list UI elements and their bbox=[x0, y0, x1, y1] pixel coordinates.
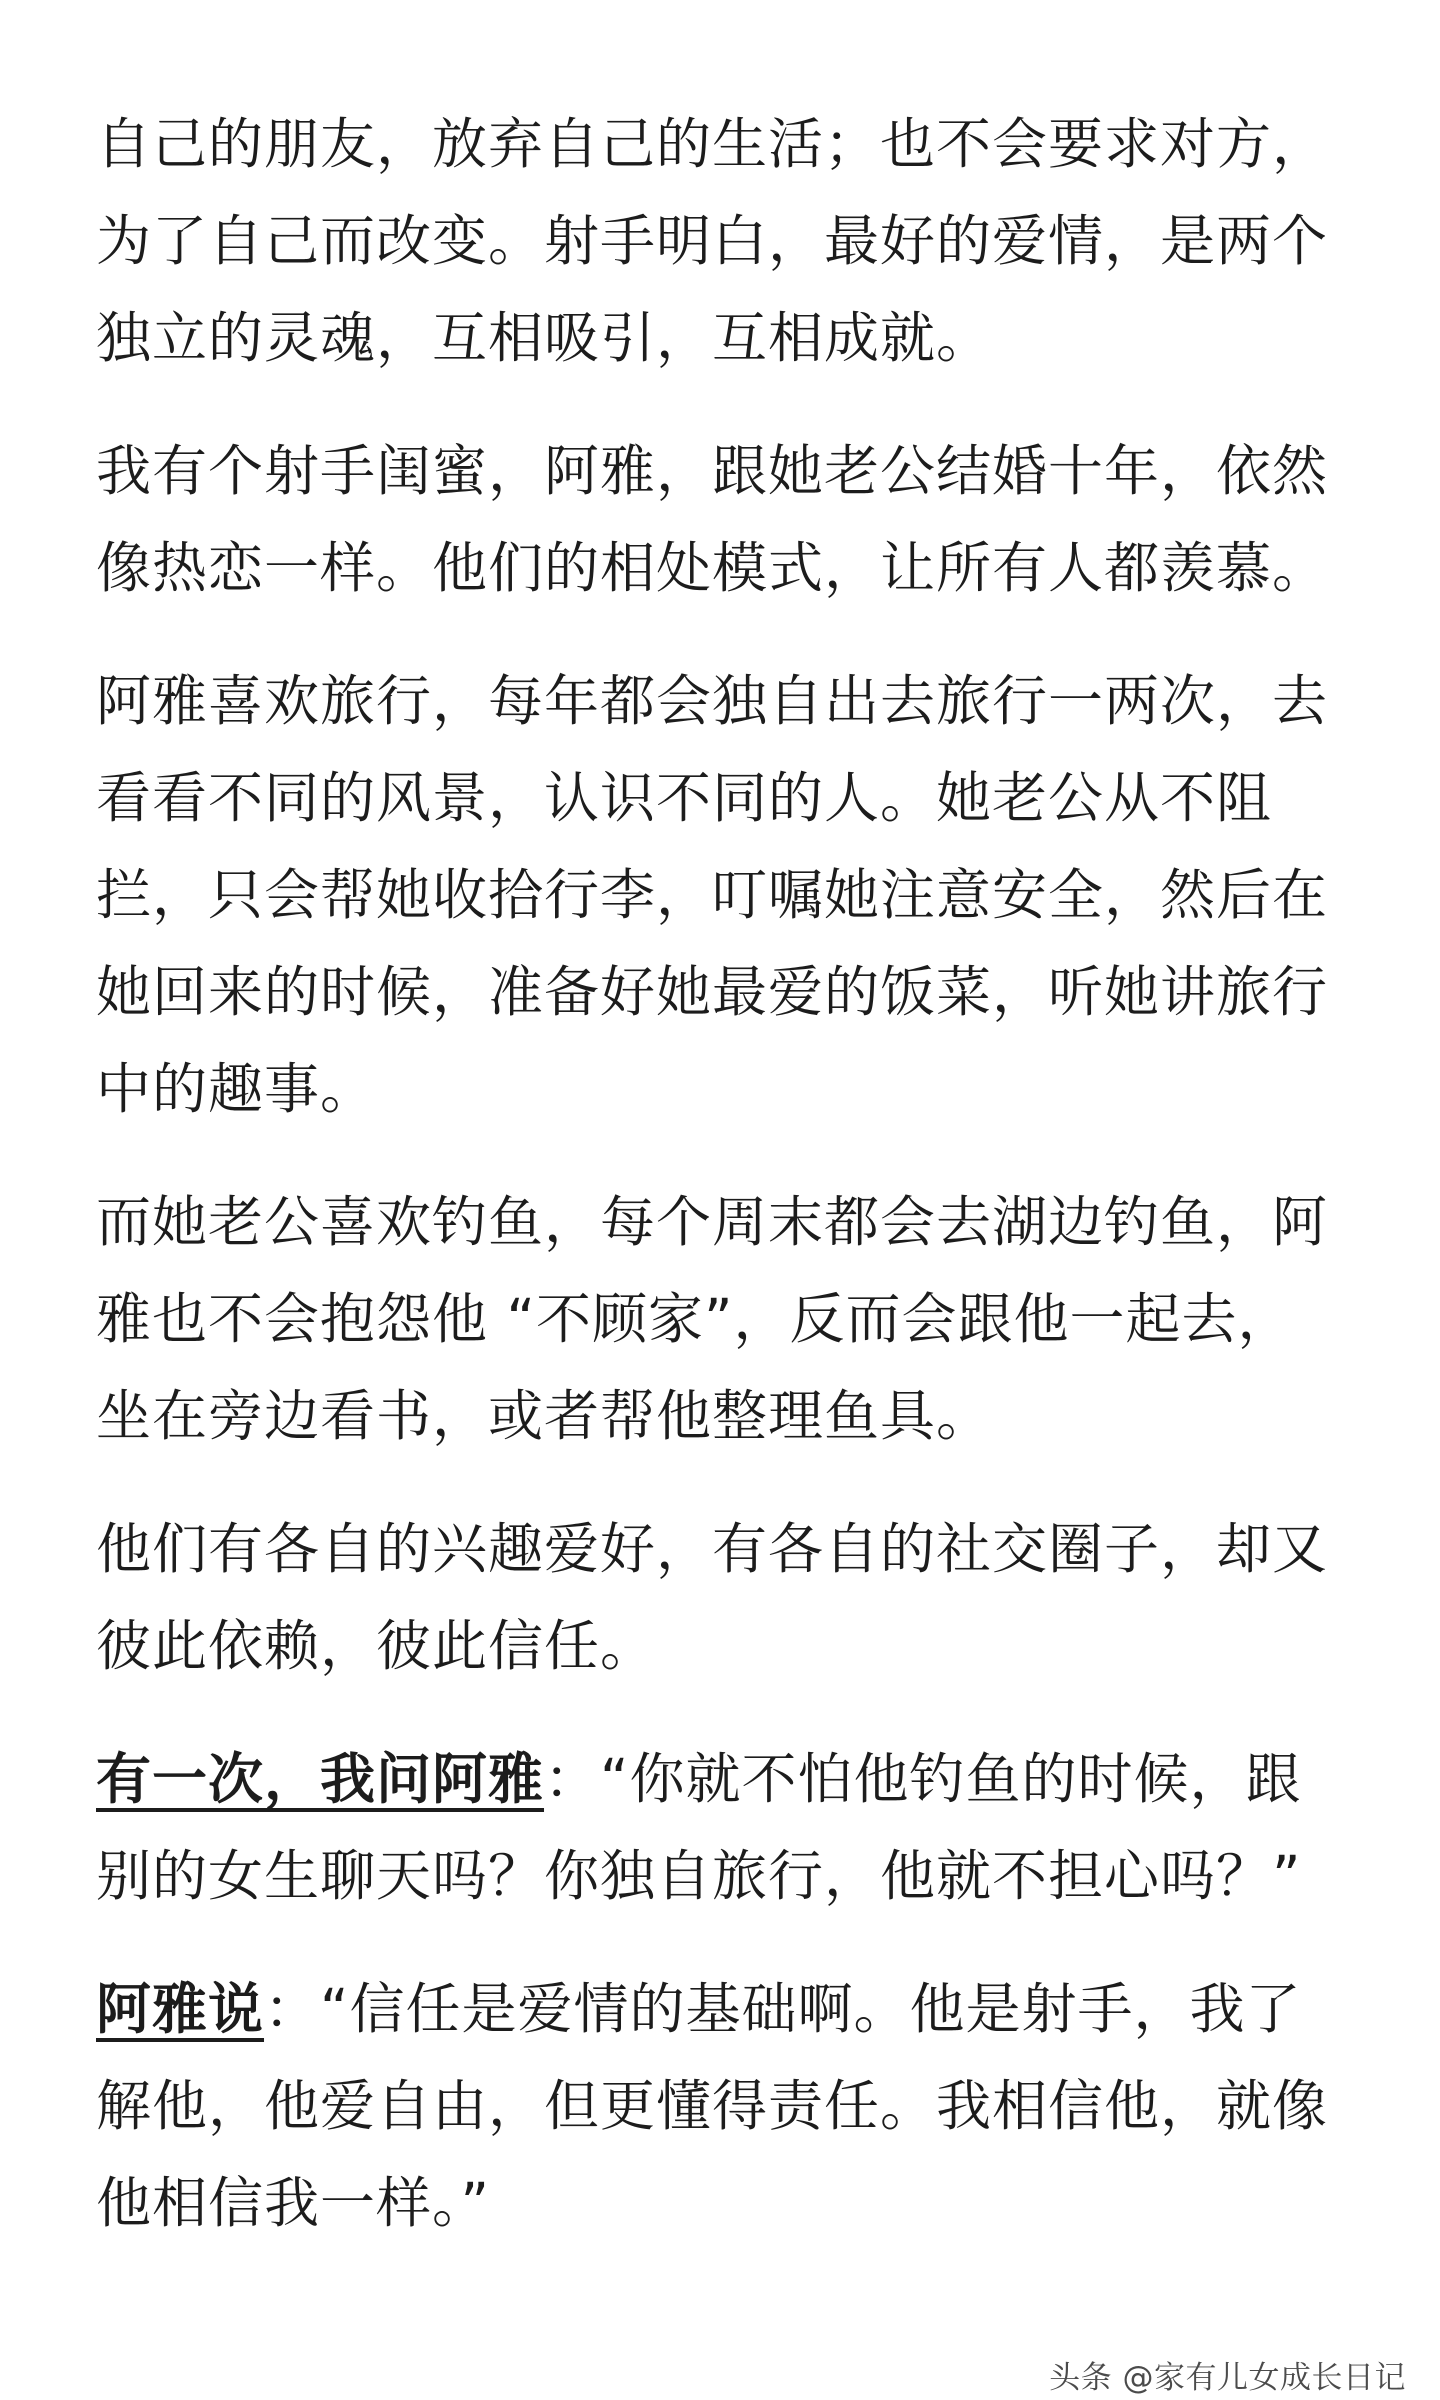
paragraph-text: 我有个射手闺蜜，阿雅，跟她老公结婚十年，依然像热恋一样。他们的相处模式，让所有人都羡慕。 bbox=[96, 439, 1329, 600]
paragraph-text: 而她老公喜欢钓鱼，每个周末都会去湖边钓鱼，阿雅也不会抱怨他 “不顾家”，反而会跟他一起去，坐在旁边看书，或者帮他整理鱼具。 bbox=[96, 1190, 1329, 1448]
paragraph-6 bbox=[96, 1731, 1346, 1925]
paragraph-lead-bold: 阿雅说 bbox=[96, 1977, 265, 2041]
article-body bbox=[96, 96, 1346, 2288]
paragraph-7 bbox=[96, 1961, 1346, 2252]
source-watermark: 头条 @家有儿女成长日记 bbox=[1049, 2360, 1406, 2396]
paragraph-1 bbox=[96, 96, 1346, 387]
paragraph-text: ：“你就不怕他钓鱼的时候，跟别的女生聊天吗？你独自旅行，他就不担心吗？” bbox=[96, 1747, 1302, 1908]
paragraph-text: 自己的朋友，放弃自己的生活；也不会要求对方，为了自己而改变。射手明白，最好的爱情，是两个独立的灵魂，互相吸引，互相成就。 bbox=[96, 112, 1329, 370]
paragraph-text: 阿雅喜欢旅行，每年都会独自出去旅行一两次，去看看不同的风景，认识不同的人。她老公从不阻拦，只会帮她收拾行李，叮嘱她注意安全，然后在她回来的时候，准备好她最爱的饭菜，听她讲旅行中的趣事。 bbox=[96, 669, 1329, 1121]
paragraph-2 bbox=[96, 423, 1346, 617]
paragraph-3 bbox=[96, 653, 1346, 1138]
paragraph-lead-bold: 有一次，我问阿雅 bbox=[96, 1747, 545, 1811]
paragraph-4 bbox=[96, 1174, 1346, 1465]
paragraph-text: ：“信任是爱情的基础啊。他是射手，我了解他，他爱自由，但更懂得责任。我相信他，就像他相信我一样。” bbox=[96, 1977, 1329, 2235]
paragraph-text: 他们有各自的兴趣爱好，有各自的社交圈子，却又彼此依赖，彼此信任。 bbox=[96, 1517, 1329, 1678]
paragraph-5 bbox=[96, 1501, 1346, 1695]
